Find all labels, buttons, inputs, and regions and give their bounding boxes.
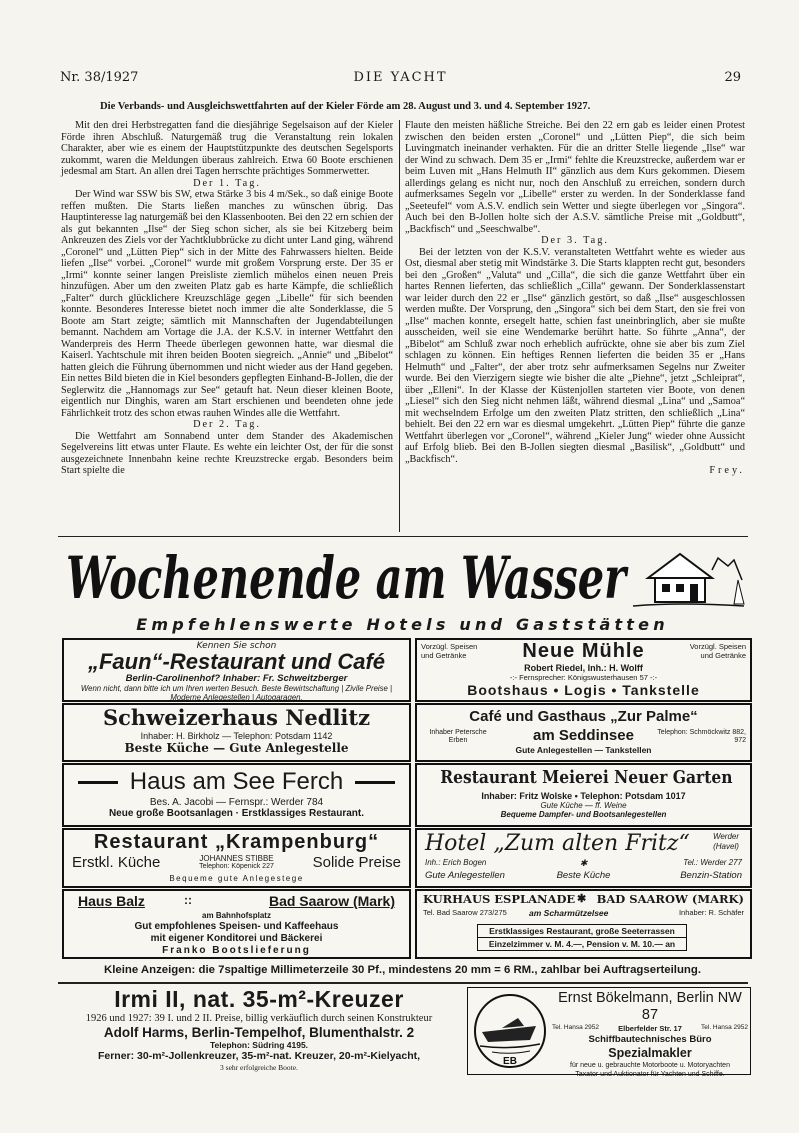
ad-muehle-phone: -:- Fernsprecher: Königswusterhausen 57 -:-	[509, 673, 658, 682]
ad-zur-palme	[415, 703, 752, 762]
separator: ::	[184, 893, 192, 907]
column-divider	[399, 120, 400, 532]
ad-fritz-owner: Inh.: Erich Bogen	[425, 858, 487, 867]
ad-meierei-line3: Bequeme Dampfer- und Bootsanlegestellen	[500, 810, 667, 819]
ad-boekel-addr: Elberfelder Str. 17	[618, 1024, 682, 1033]
decor-rule-left	[78, 781, 118, 784]
ad-meierei	[415, 763, 752, 827]
ad-irmi-line2: Adolf Harms, Berlin-Tempelhof, Blumenthalstr. 2	[103, 1025, 415, 1040]
ad-balz-station: am Bahnhofsplatz	[202, 911, 271, 920]
paragraph: Die Wettfahrt am Sonnabend unter dem Stander des Akademischen Segelvereins litt etwas unter Flaute. Es wehte ein leichter Ost, der für die sonst ausgezeichnete Innenbahn keine rechte Kreuzstrecke ergab. Besonders beim Start spielte die	[61, 430, 393, 476]
star-icon: ✱	[579, 858, 588, 868]
ad-ferch-line2: Neue große Bootsanlagen · Erstklassiges Restaurant.	[108, 808, 365, 819]
ad-boekel-line1: Schiffbautechnisches Büro	[588, 1034, 712, 1045]
ad-muehle-right: Vorzügl. Speisen und Getränke	[689, 642, 746, 660]
ad-kurhaus-esplanade	[415, 889, 752, 959]
ad-balz-name: Haus Balz	[78, 893, 145, 909]
ad-palme-owner: Inhaber Petersche Erben	[429, 729, 487, 744]
banner-title: Wochenende am Wasser	[66, 544, 630, 612]
ad-muehle-owner: Robert Riedel, Inh.: H. Wolff	[524, 663, 643, 673]
ad-fritz-tel: Tel.: Werder 277	[683, 858, 742, 867]
day-heading: Der 2. Tag.	[193, 419, 261, 430]
ad-fritz-name: Hotel „Zum alten Fritz“	[425, 831, 690, 856]
ad-meierei-name: Restaurant Meierei Neuer Garten	[440, 767, 733, 788]
article-column-1	[61, 120, 393, 535]
ad-fritz-line2c: Benzin-Station	[680, 870, 742, 881]
page-header	[60, 70, 741, 90]
paragraph: Der Wind war SSW bis SW, etwa Stärke 3 bis 4 m/Sek., so daß einige Boote reffen mußten. Die Starts ließen manches zu wünschen übrig. Das Hauptinteresse lag naturgemäß bei den Klassenbooten. Bei den 22 ern schien der als gut bekannten „Ilse“ der Sieg schon sicher, als sie bei Kitzeberg beim Ankreuzen des Ziels vor der Yachtklubbrücke zu dicht unter Land ging, während „Coronel“ und „Lütten Piep“ sich in der Mitte des Fahrwassers hielten. Beide liefen „Ilse“ vorbei. „Coronel“ wurde mit großem Vorsprung erste. Der 35 er „Irmi“ konnte seiner langen Preisliste ziemlich mühelos einen neuen Preis hinzufügen. Aber um den zweiten Platz gab es harte Kämpfe, die schließlich „Falter“ durch glücklichere Kreuzschläge gegen „Libelle“ für sich beenden konnte. Besonderes Interesse bietet noch immer die alte Sonderklasse, die 5 Boote am Start zeigte; sämtlich mit Mannschaften der Jugendabteilungen bemannt. Nachdem am Vortage die J.A. der K.S.V. in interner Wettfahrt den Wanderpreis des Herrn Theede überlegen gewonnen hatte, war diesmal die Kaiserl. Yachtschule mit ihren beiden Booten siegreich. „Annie“ und „Bibelot“ hatten gleich die Führung übernommen und nicht wieder aus der Hand gegeben. Ein nettes Bild bieten die in Kiel besonders gepflegten Einhand-B-Jollen, die der Seglerwitz die „Hannomags zur See“ getauft hat. Neun dieser kleinen Boote, eigentlich nur Dinghis, waren am Start erschienen und beendeten ohne jede Fährlichkeit trotz des schon etwas rauhen Windes alle die Wettfahrt.	[61, 189, 393, 419]
ad-kurhaus-tel: Tel. Bad Saarow 273/275	[423, 908, 507, 917]
ad-faun-line1: Berlin-Carolinenhof? Inhaber: Fr. Schweitzberger	[125, 673, 348, 684]
ad-boekel-line2: Spezialmakler	[608, 1046, 692, 1060]
ad-palme-tel: Telephon: Schmöckwitz 882, 972	[657, 729, 746, 744]
paragraph: Flaute den meisten häßliche Streiche. Bei den 22 ern gab es leider einen Protest zwischen den beiden ersten „Coronel“ und „Lütten Piep“, die sich beim Luvingmatch ineinander verhakten. Für die an dritter Stelle liegende „Ilse“ war der Wind zu schwach. Dem 35 er „Irmi“ fehlte die Kreuzstrecke, außerdem war er beim Luven mit „Hans Helmuth II“ gänzlich aus dem Kurs gekommen. Diesem allerdings gelang es nicht nur, noch den Anschluß zu erreichen, sondern durch aufmerksames Segeln vor „Libelle“ erster zu werden. In der Sonderklasse fand „Seeteufel“ vom A.S.V. endlich sein Wetter und siegte überlegen vor „Singora“. Auch bei den B-Jollen holte sich der A.S.V. sämtliche Preise mit „Goldbutt“, „Backfisch“ und „Seeschwalbe“.	[405, 120, 745, 235]
ad-irmi	[58, 986, 460, 1078]
ad-haus-balz	[62, 889, 411, 959]
ad-boekel-tel2: Tel. Hansa 2952	[701, 1024, 748, 1031]
ad-balz-line1: Gut empfohlenes Speisen- und Kaffeehaus	[134, 921, 339, 932]
ad-haus-am-see	[62, 763, 411, 827]
ad-ferch-name: Haus am See Ferch	[129, 768, 344, 795]
ad-kurhaus-box2: Einzelzimmer v. M. 4.—, Pension v. M. 10.— an	[488, 939, 676, 949]
svg-text:EB: EB	[503, 1056, 517, 1067]
ad-kurhaus-owner: Inhaber: R. Schäfer	[678, 908, 744, 917]
magazine-title: DIE YACHT	[353, 70, 448, 85]
decor-rule-right	[355, 781, 395, 784]
ad-boekel-line3: für neue u. gebrauchte Motorboote u. Motoryachten	[570, 1062, 730, 1069]
ad-meierei-line2: Gute Küche — ff. Weine	[540, 801, 627, 810]
ad-schweizer-line2: Beste Küche — Gute Anlegestelle	[124, 741, 349, 755]
ad-kurhaus-box1: Erstklassiges Restaurant, große Seeterrassen	[478, 925, 686, 938]
ad-muehle-tagline: Bootshaus • Logis • Tankstelle	[467, 682, 700, 698]
banner-subtitle: Empfehlenswerte Hotels und Gaststätten	[136, 615, 669, 634]
boat-logo-icon	[472, 992, 548, 1070]
ad-boekel-name: Ernst Bökelmann, Berlin NW 87	[558, 990, 742, 1023]
banner-graphic	[58, 540, 748, 615]
ad-fritz-line2b: Beste Küche	[556, 870, 611, 881]
ad-fritz-line2a: Gute Anlegestellen	[425, 870, 505, 881]
ad-irmi-line4: Ferner: 30-m²-Jollenkreuzer, 35-m²-nat. Kreuzer, 20-m²-Kielyacht,	[97, 1050, 421, 1062]
ad-faun-name: „Faun“-Restaurant und Café	[87, 649, 386, 674]
issue-number: Nr. 38/1927	[60, 70, 139, 85]
ad-kramp-name: Restaurant „Krampenburg“	[93, 831, 380, 853]
ad-boekel-line4: Taxator und Auktionator für Yachten und Schiffe.	[575, 1071, 725, 1078]
ad-irmi-line1: 1926 und 1927: 39 I. und 2 II. Preise, billig verkäuflich durch seinen Konstrukteur	[85, 1013, 433, 1024]
ad-schweizer-line1: Inhaber: H. Birkholz — Telephon: Potsdam 1142	[140, 731, 333, 741]
paragraph: Bei der letzten von der K.S.V. veranstalteten Wettfahrt wehte es wieder aus Ost, diesmal aber stetig mit Windstärke 3. Die Starts klappten recht gut, besonders bei den „Großen“ „Valuta“ und „Cilla“, die sich die ganze Wettfahrt über ein hartes Rennen lieferten, das schließlich „Cilla“ gewann. Der Sonderklassenstart war leider durch den 22 er „Ilse“ gänzlich gestört, so daß „Ilse“ ausgeschlossen werden mußte. Der Vorsprung, den „Singora“ sich bei dem Start, den sie frei von „Ilse“ machen konnte, ersegelt hatte, schien fast uneinbringlich, aber sie mußte ausscheiden, weil sie eine Wendemarke berührt hatte. So führte „Anna“, der „Bibelot“ am Schluß zwar noch erheblich aufrückte, ohne sie aber bis zum Ziel schlagen zu können. Ein heftiges Rennen lieferten die beiden 35 er „Hans Helmuth“ und „Falter“, der aber trotz sehr aufmerksamen Segelns nur Zweiter wurde. Bei den Vierzigern siegte wie bisher die alte „Piehne“, jetzt „Schleiprat“, über „Elleni“. In der Klasse der Küstenjollen starteten vier Boote, von denen „Liesel“ sich den Sieg nicht nehmen läßt, während diesmal „Lina“ und „Samoa“ mit wechselndem Erfolge um den zweiten Platz stritten, den schließlich „Lina“ behielt. Bei den 22 ern war es diesmal umgekehrt. „Lütten Piep“ führte die ganze Wettfahrt überlegen vor „Coronel“, während „Kieler Jung“ wieder ohne Aussicht auf Erfolg blieb. Bei den B-Jollen siegten diesmal „Basilisk“, „Goldbutt“ und „Backfisch“.	[405, 246, 745, 465]
ad-balz-line3: Franko Bootslieferung	[162, 945, 311, 956]
ad-irmi-line5: 3 sehr erfolgreiche Boote.	[220, 1063, 298, 1072]
ad-kramp-mid2: Telephon: Köpenick 227	[199, 863, 274, 870]
page-number: 29	[724, 70, 741, 85]
ad-irmi-title: Irmi II, nat. 35-m²-Kreuzer	[114, 986, 404, 1012]
section-rule	[58, 536, 748, 537]
ad-kurhaus-place: BAD SAAROW (MARK)	[596, 892, 744, 906]
ad-ferch-line1: Bes. A. Jacobi — Fernspr.: Werder 784	[149, 797, 324, 808]
section-rule	[58, 982, 748, 984]
ad-faun-pre: Kennen Sie schon	[196, 641, 277, 651]
ad-neue-muehle	[415, 638, 752, 702]
author-signature: Frey.	[709, 465, 745, 476]
ad-fritz-werder: Werder (Havel)	[712, 832, 740, 851]
ad-palme-name: Café und Gasthaus „Zur Palme“	[469, 708, 698, 725]
ad-balz-place: Bad Saarow (Mark)	[268, 893, 395, 909]
ad-boekel-tel1: Tel. Hansa 2952	[552, 1024, 599, 1031]
ad-irmi-line3: Telephon: Südring 4195.	[209, 1040, 309, 1050]
ad-kramp-mid1: JOHANNES STIBBE	[199, 854, 274, 863]
ad-palme-tagline: Gute Anlegestellen — Tankstellen	[515, 745, 652, 755]
ad-boekelmann	[467, 987, 751, 1078]
ad-kurhaus-lake: am Scharmützelsee	[529, 908, 609, 918]
ad-balz-line2: mit eigener Konditorei und Bäckerei	[150, 933, 323, 944]
day-heading: Der 3. Tag.	[541, 235, 609, 246]
star-icon: ✱	[577, 892, 587, 905]
ad-faun	[62, 638, 411, 702]
weekend-banner	[58, 540, 748, 615]
ad-kurhaus-name: KURHAUS ESPLANADE	[423, 892, 576, 906]
ad-schweizer-name: Schweizerhaus Nedlitz	[102, 705, 371, 730]
ad-alter-fritz	[415, 828, 752, 888]
ad-faun-line2: Wenn nicht, dann bitte ich um Ihren werten Besuch. Beste Bewirtschaftung | Zivile Preise | Moderne Anlegestellen | Autogaragen.	[80, 684, 393, 702]
ad-muehle-name: Neue Mühle	[522, 640, 645, 662]
day-heading: Der 1. Tag.	[193, 177, 261, 189]
ad-krampenburg	[62, 828, 411, 888]
ad-schweizerhaus	[62, 703, 411, 762]
article-column-2	[405, 120, 745, 535]
house-icon	[633, 554, 744, 606]
ad-kramp-left: Erstkl. Küche	[72, 854, 161, 871]
paragraph: Mit den drei Herbstregatten fand die diesjährige Segelsaison auf der Kieler Förde ihren Abschluß. Naturgemäß trug die Veranstaltung rein lokalen Charakter, aber wie es einem der Hauptstützpunkte des deutschen Segelsports zukommt, waren die Meldungen überaus zahlreich. Etwa 60 Boote erschienen jedesmal am Start. An allen drei Tagen herrschte prächtiges Sommerwetter.	[61, 120, 393, 177]
article-title: Die Verbands- und Ausgleichswettfahrten auf der Kieler Förde am 28. August und 3. und 4. September 1927.	[100, 101, 591, 112]
ad-muehle-left: Vorzügl. Speisen und Getränke	[421, 642, 478, 660]
ad-meierei-line1: Inhaber: Fritz Wolske • Telephon: Potsdam 1017	[481, 791, 686, 801]
ad-kramp-foot: Bequeme gute Anlegestege	[169, 874, 304, 883]
ad-kramp-right: Solide Preise	[312, 854, 401, 871]
ad-palme-place: am Seddinsee	[533, 727, 634, 744]
small-ads-notice: Kleine Anzeigen: die 7spaltige Millimeterzeile 30 Pf., mindestens 20 mm = 6 RM., zahlbar bei Auftragserteilung.	[103, 964, 701, 976]
